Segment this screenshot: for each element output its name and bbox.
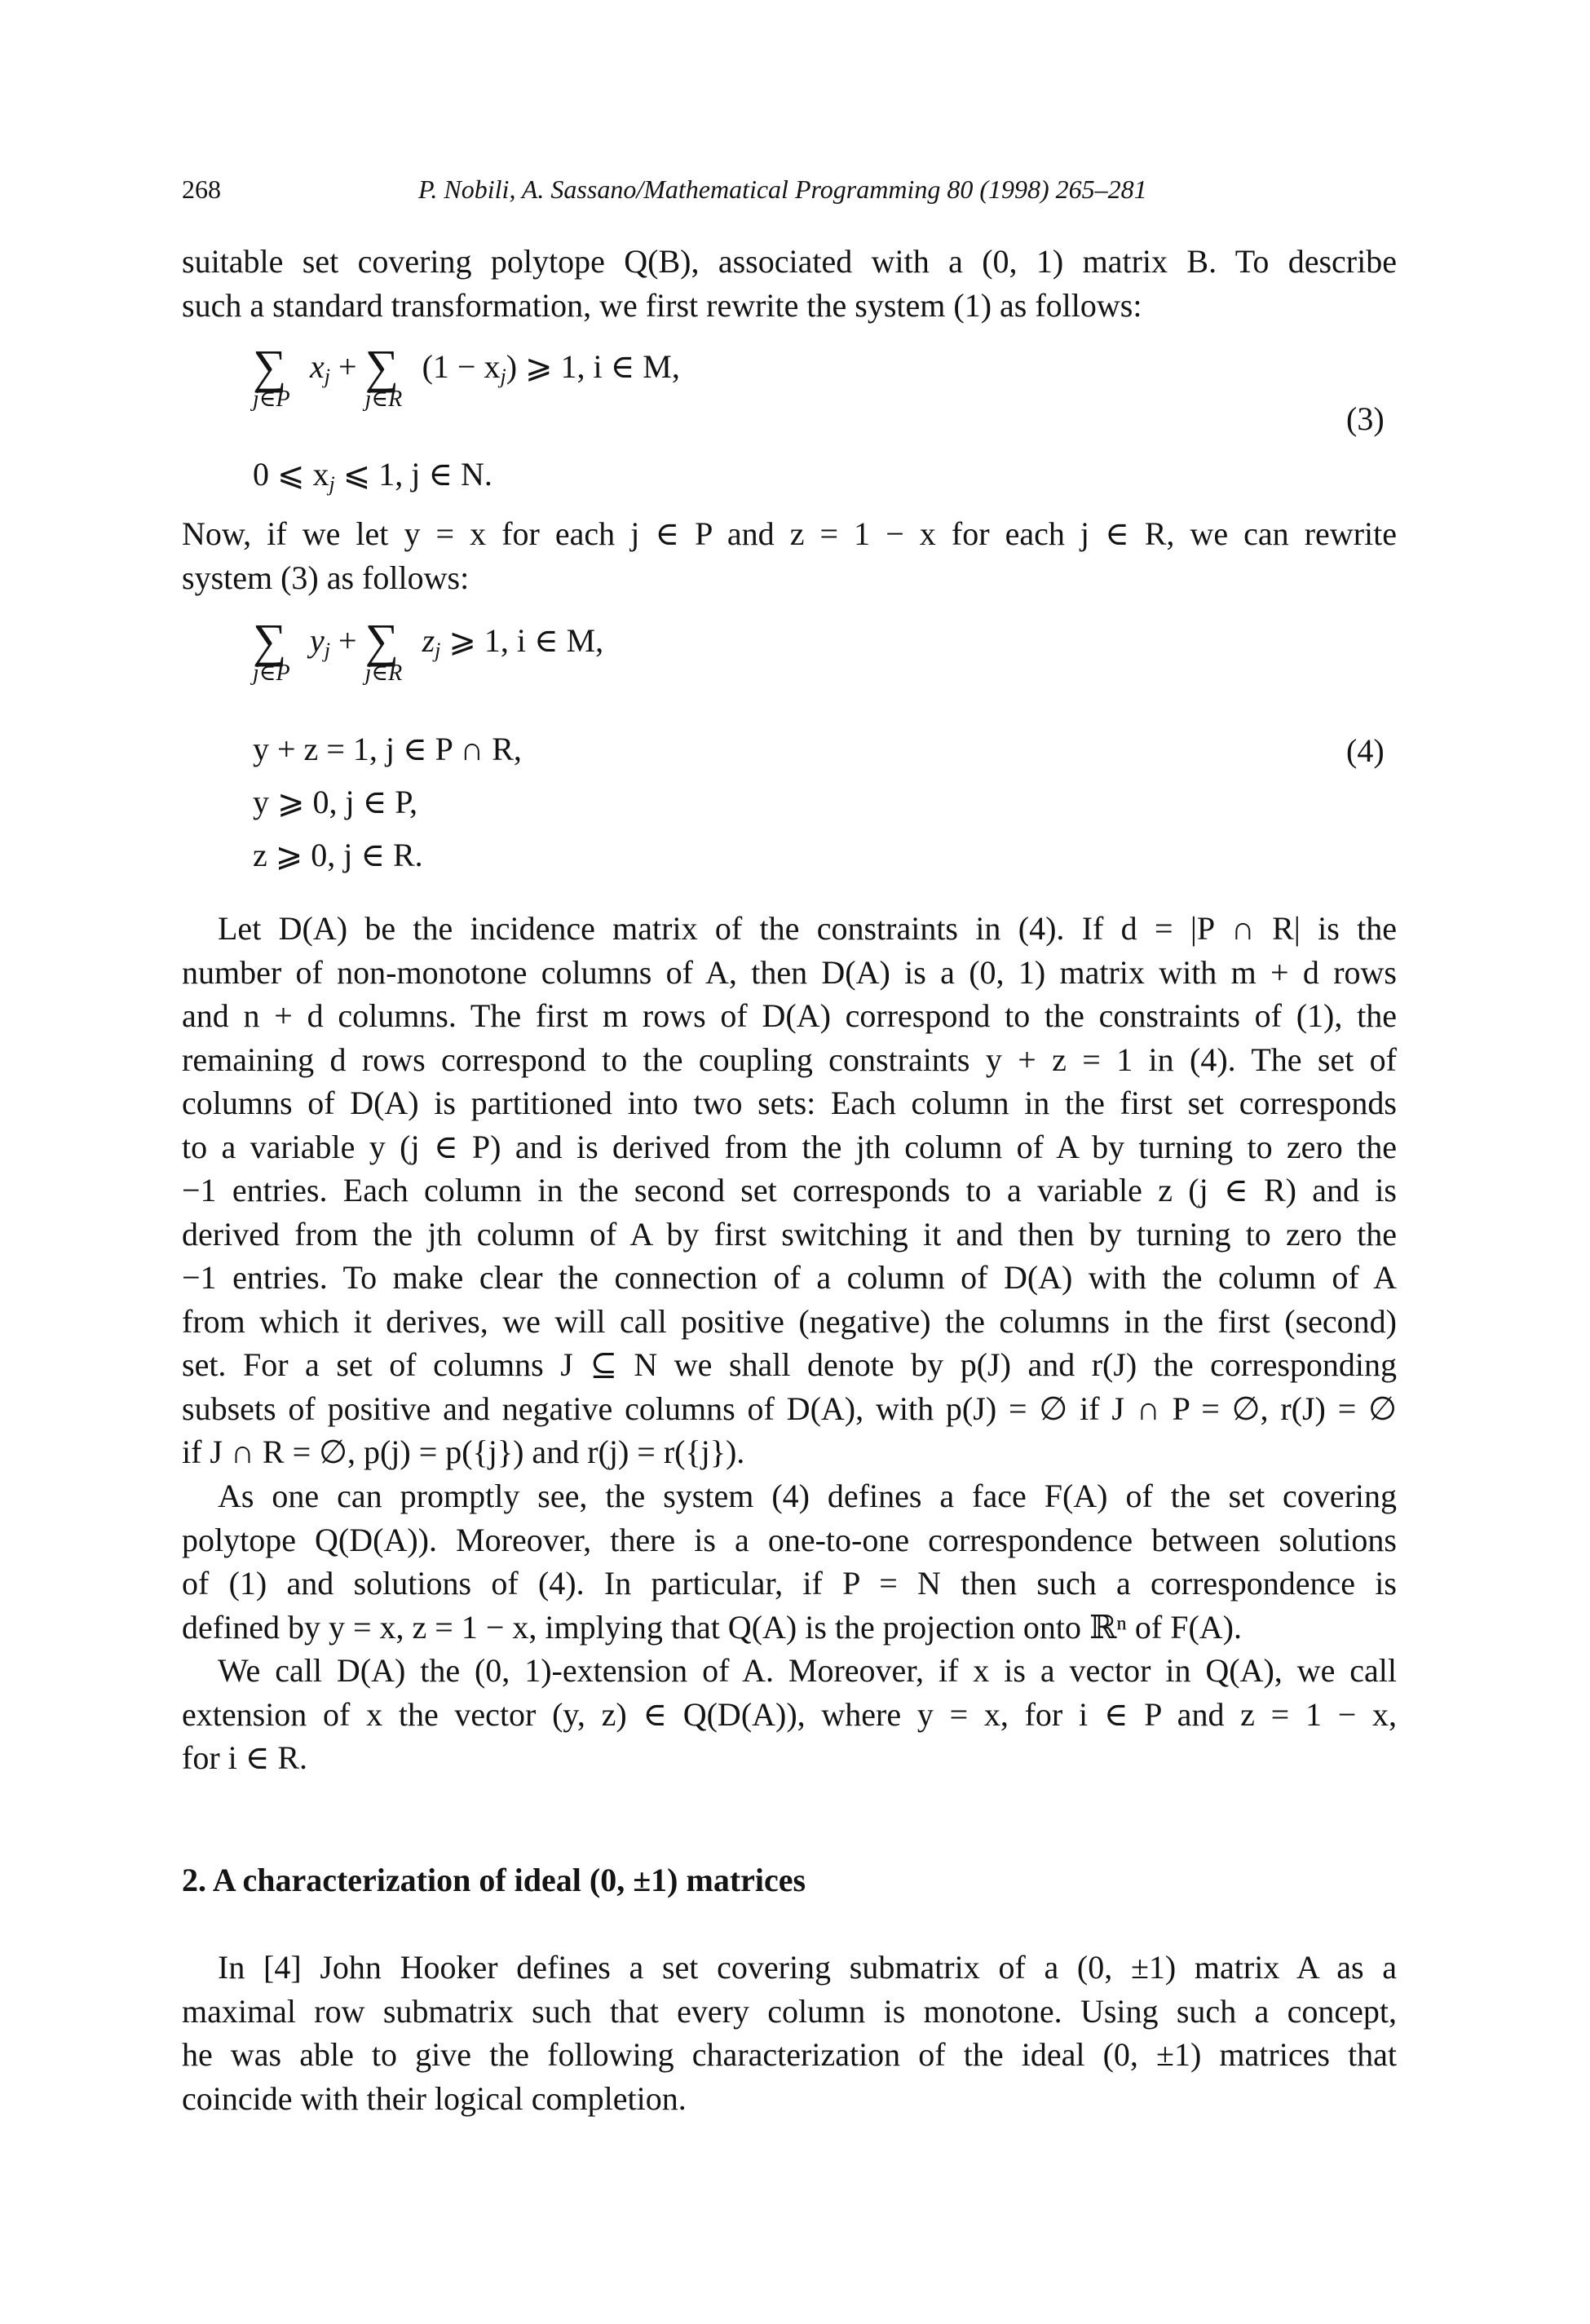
text-line: columns of D(A) is partitioned into two sets: Each column in the first set corresponds	[182, 1085, 1397, 1121]
text-line: set. For a set of columns J ⊆ N we shall denote by p(J) and r(J) the corresponding	[182, 1346, 1397, 1383]
text-line: remaining d rows correspond to the coupling constraints y + z = 1 in (4). The set of	[182, 1040, 1397, 1078]
text-line: defined by y = x, z = 1 − x, implying that Q(A) is the projection onto ℝⁿ of F(A).	[182, 1608, 1242, 1646]
sum-symbol: ∑ j∈P	[253, 340, 290, 412]
equation-4-line-1: ∑ j∈P $y_j$ + ∑ j∈R $z_j$ ⩾ 1, i ∈ M,	[253, 614, 604, 686]
paragraph-intro	[182, 240, 1397, 327]
paragraph-substitution	[182, 512, 1397, 599]
equation-4-line-4: z ⩾ 0, j ∈ R.	[253, 837, 423, 873]
text-line: −1 entries. To make clear the connection of a column of D(A) with the column of A	[182, 1259, 1397, 1296]
text-line: derived from the jth column of A by first switching it and then by turning to zero the	[182, 1215, 1397, 1253]
equation-number-4: (4)	[1346, 732, 1385, 769]
text-line: In [4] John Hooker defines a set covering submatrix of a (0, ±1) matrix A as a	[218, 1949, 1397, 1986]
running-head: P. Nobili, A. Sassano/Mathematical Programming 80 (1998) 265–281	[418, 175, 1147, 204]
text-line: from which it derives, we will call positive (negative) the columns in the first (second)	[182, 1302, 1397, 1340]
sum-symbol: ∑ j∈R	[364, 614, 403, 686]
paragraph-incidence-matrix	[182, 907, 1397, 1474]
text-line: of (1) and solutions of (4). In particular, if P = N then such a correspondence is	[182, 1565, 1397, 1602]
paragraph-hooker-characterization	[182, 1946, 1397, 2120]
text-line: Now, if we let y = x for each j ∈ P and z = 1 − x for each j ∈ R, we can rewrite	[182, 515, 1397, 552]
paragraph-face-correspondence	[182, 1474, 1397, 1649]
text-line: if J ∩ R = ∅, p(j) = p({j}) and r(j) = r({j}).	[182, 1434, 745, 1470]
text-line: polytope Q(D(A)). Moreover, there is a one-to-one correspondence between solutions	[182, 1521, 1397, 1558]
paragraph-extension-definition	[182, 1649, 1397, 1780]
equation-3-line-2: 0 ⩽ $x_j$ ⩽ 1, j ∈ N.	[253, 456, 492, 496]
text-line: extension of x the vector (y, z) ∈ Q(D(A)), where y = x, for i ∈ P and z = 1 − x,	[182, 1695, 1397, 1733]
text-line: system (3) as follows:	[182, 559, 470, 596]
equation-number-3: (3)	[1346, 400, 1385, 437]
equation-4-line-3: y ⩾ 0, j ∈ P,	[253, 784, 418, 820]
text-line: coincide with their logical completion.	[182, 2079, 687, 2117]
page-number: 268	[182, 175, 221, 204]
text-line: subsets of positive and negative columns of D(A), with p(J) = ∅ if J ∩ P = ∅, r(J) = ∅	[182, 1390, 1397, 1427]
sum-symbol: ∑ j∈P	[253, 614, 290, 686]
text-line: maximal row submatrix such that every column is monotone. Using such a concept,	[182, 1992, 1397, 2030]
text-line: number of non-monotone columns of A, then D(A) is a (0, 1) matrix with m + d rows	[182, 953, 1397, 991]
equation-3-line-1: ∑ j∈P $x_j$ + ∑ j∈R $(1 - x_j)$ ⩾ 1, i ∈ M,	[253, 340, 680, 412]
text-line: he was able to give the following characterization of the ideal (0, ±1) matrices that	[182, 2036, 1397, 2073]
text-line: and n + d columns. The first m rows of D(A) correspond to the constraints of (1), the	[182, 997, 1397, 1034]
text-line: −1 entries. Each column in the second set corresponds to a variable z (j ∈ R) and is	[182, 1172, 1397, 1208]
equation-4-line-2: y + z = 1, j ∈ P ∩ R,	[253, 731, 522, 767]
text-line: Let D(A) be the incidence matrix of the constraints in (4). If d = |P ∩ R| is the	[218, 910, 1397, 947]
text-line: for i ∈ R.	[182, 1739, 308, 1776]
text-line: such a standard transformation, we first rewrite the system (1) as follows:	[182, 286, 1142, 324]
text-line: suitable set covering polytope Q(B), associated with a (0, 1) matrix B. To describe	[182, 243, 1397, 280]
sum-symbol: ∑ j∈R	[364, 340, 403, 412]
text-line: We call D(A) the (0, 1)-extension of A. Moreover, if x is a vector in Q(A), we call	[218, 1652, 1397, 1689]
text-line: to a variable y (j ∈ P) and is derived from the jth column of A by turning to zero the	[182, 1128, 1397, 1165]
section-heading: 2. A characterization of ideal (0, ±1) matrices	[182, 1862, 806, 1898]
text-line: As one can promptly see, the system (4) defines a face F(A) of the set covering	[218, 1478, 1397, 1514]
